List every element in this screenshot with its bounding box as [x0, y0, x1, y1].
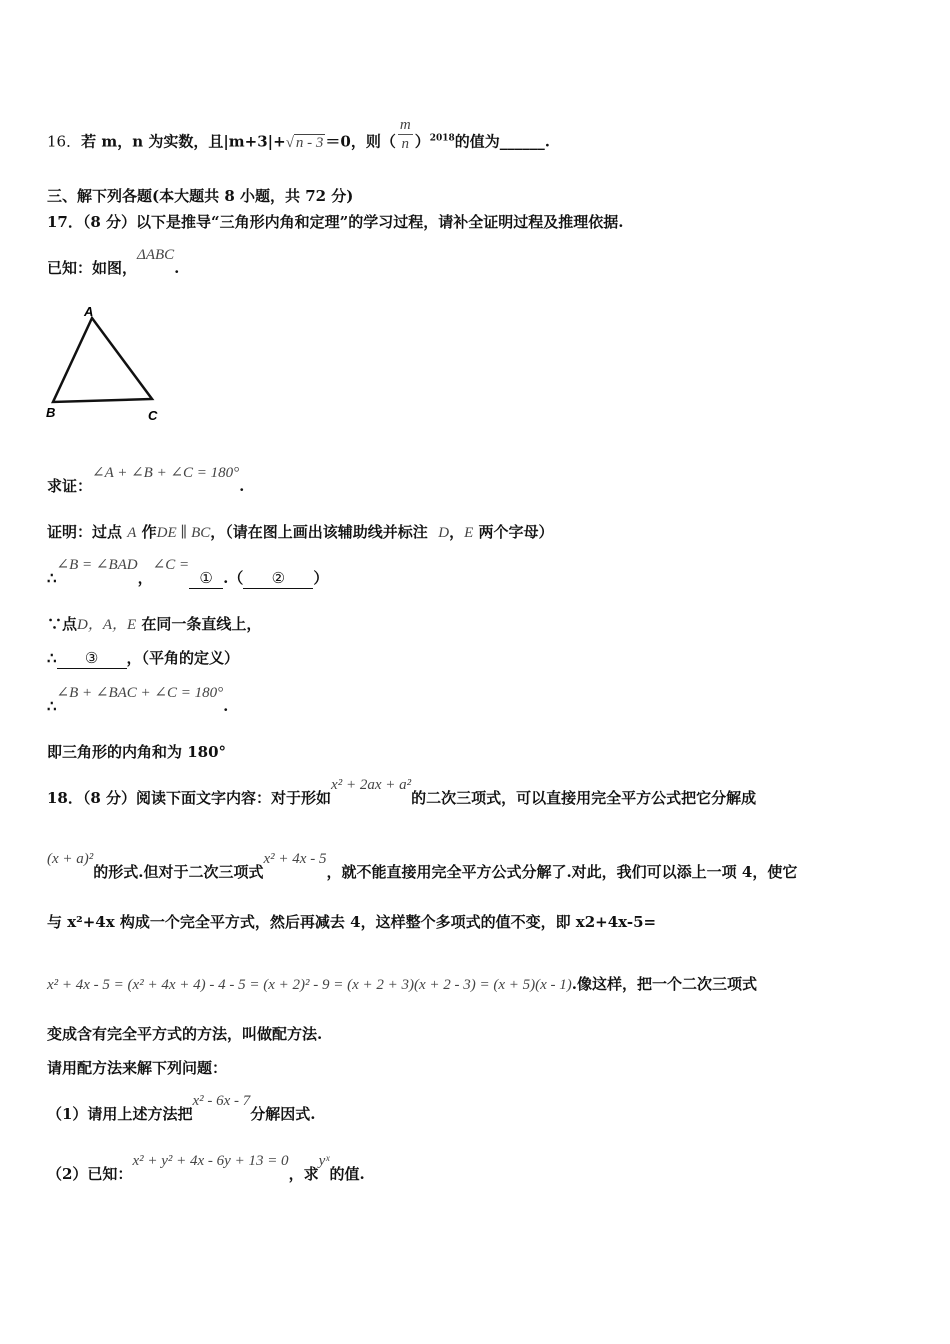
sqrt-expression: √ n - 3 — [285, 134, 324, 151]
proof-text-d: 两个字母） — [478, 523, 554, 541]
sqrt-radicand: n - 3 — [295, 134, 324, 151]
triangle-abc-figure — [40, 296, 180, 426]
q18-paragraph-5: 变成含有完全平方式的方法，叫做配方法. — [47, 1025, 323, 1043]
q18-intro-b: 的二次三项式，可以直接用完全平方公式把它分解成 — [411, 789, 757, 807]
q18-p4-text: .像这样，把一个二次三项式 — [571, 975, 758, 993]
q17-given — [47, 247, 180, 279]
given-label: 已知：如图， — [47, 259, 138, 277]
q16-text-a: 若 m，n 为实数，且|m+3|+ — [81, 132, 286, 151]
vertex-label-a: A — [84, 304, 94, 319]
q18-intro — [47, 777, 757, 809]
q17-step-2 — [47, 614, 261, 635]
therefore-symbol: ∴ — [47, 569, 57, 587]
q18-square-form: (x + a)² — [47, 851, 94, 867]
therefore-symbol-3: ∴ — [47, 649, 57, 667]
q16-exponent: 2018 — [429, 133, 455, 144]
sub1-trinomial: x² - 6x - 7 — [192, 1093, 251, 1109]
prove-label: 求证： — [47, 477, 93, 495]
proof-letter-d: D — [438, 525, 450, 541]
fraction-m-over-n — [398, 116, 413, 153]
q18-example-trinomial: x² + 4x - 5 — [263, 851, 327, 867]
therefore-symbol-4: ∴ — [47, 697, 57, 715]
q18-derivation: x² + 4x - 5 = (x² + 4x + 4) - 4 - 5 = (x + 2)² - 9 = (x + 2 + 3)(x + 2 - 3) = (x + 5)(x - 1) — [47, 977, 572, 993]
q17-step-3 — [47, 648, 239, 669]
section-3-title: 三、解下列各题(本大题共 8 小题，共 72 分) — [47, 187, 354, 205]
q17-intro: 17．（8 分）以下是推导“三角形内角和定理”的学习过程，请补全证明过程及推理依据. — [47, 213, 624, 231]
step4-equation: ∠B + ∠BAC + ∠C = 180° — [56, 685, 224, 701]
step4-end: . — [223, 697, 229, 715]
sub2-equation: x² + y² + 4x - 6y + 13 = 0 — [132, 1153, 289, 1169]
triangle-outline — [53, 318, 152, 402]
sub2-text-b: ，求 — [288, 1165, 319, 1183]
step2-text: 在同一条直线上， — [141, 615, 262, 633]
proof-text-b: 作 — [141, 523, 157, 541]
proof-letter-e: E — [464, 525, 474, 541]
sub2-power: yˣ — [318, 1153, 330, 1169]
q18-paragraph-4 — [47, 974, 757, 995]
q16-text-b: ＝0，则（ — [325, 132, 396, 151]
prove-statement: ∠A + ∠B + ∠C = 180° — [92, 465, 240, 481]
sub2-text-c: 的值. — [329, 1165, 365, 1183]
q16-end: . — [544, 132, 551, 151]
q17-conclusion: 即三角形的内角和为 180° — [47, 743, 227, 761]
q17-prove — [47, 465, 245, 497]
sub2-text-a: （2）已知： — [47, 1165, 133, 1183]
q16-text-c: ） — [414, 132, 430, 151]
fraction-numerator: m — [399, 117, 411, 133]
q18-intro-a: 18．（8 分）阅读下面文字内容：对于形如 — [47, 789, 332, 807]
q17-step-4 — [47, 685, 229, 717]
given-triangle: ΔABC — [137, 247, 175, 263]
given-end: . — [174, 259, 180, 277]
q18-intro-math: x² + 2ax + a² — [331, 777, 412, 793]
prove-end: . — [239, 477, 245, 495]
step1-dot: .（ — [223, 569, 244, 587]
proof-sep: ， — [449, 523, 465, 541]
step3-text: ，（平角的定义） — [126, 649, 240, 667]
q18-p2-a: 的形式.但对于二次三项式 — [93, 863, 264, 881]
answer-blank-3[interactable]: ③ — [57, 648, 127, 669]
q18-subquestion-1 — [47, 1093, 316, 1125]
q16-answer-blank[interactable]: ______ — [499, 132, 545, 151]
q18-subquestion-2 — [47, 1153, 365, 1185]
step1-close: ） — [313, 569, 329, 587]
q16-number: 16． — [47, 132, 82, 151]
proof-parallel-line: DE ∥ BC — [156, 525, 211, 541]
collinear-points: D，A，E — [77, 617, 137, 633]
step1-equation-2: ∠C = — [152, 557, 190, 573]
answer-blank-1[interactable]: ① — [189, 568, 223, 589]
q16-text-d: 的值为 — [454, 132, 500, 151]
fraction-denominator: n — [401, 136, 410, 152]
vertex-label-c: C — [148, 408, 158, 423]
step1-comma: ， — [137, 569, 153, 587]
q18-paragraph-2 — [47, 851, 798, 883]
proof-point-a: A — [127, 525, 137, 541]
sub1-text-a: （1）请用上述方法把 — [47, 1105, 193, 1123]
because-text: ∵点 — [47, 615, 78, 633]
q18-paragraph-6: 请用配方法来解下列问题： — [47, 1059, 228, 1077]
vertex-label-b: B — [46, 405, 56, 420]
question-16 — [47, 117, 551, 161]
q18-paragraph-3: 与 x²+4x 构成一个完全平方式，然后再减去 4，这样整个多项式的值不变，即 x2+4x-5= — [47, 913, 657, 931]
q17-proof-intro — [47, 522, 554, 543]
step1-equation: ∠B = ∠BAD — [56, 557, 138, 573]
proof-text-c: ，（请在图上画出该辅助线并标注 — [210, 523, 428, 541]
answer-blank-2[interactable]: ② — [243, 568, 313, 589]
sub1-text-b: 分解因式. — [250, 1105, 316, 1123]
proof-text-a: 证明：过点 — [47, 523, 123, 541]
q17-step-1 — [47, 557, 329, 589]
q18-p2-b: ，就不能直接用完全平方公式分解了.对此，我们可以添上一项 4，使它 — [326, 863, 798, 881]
